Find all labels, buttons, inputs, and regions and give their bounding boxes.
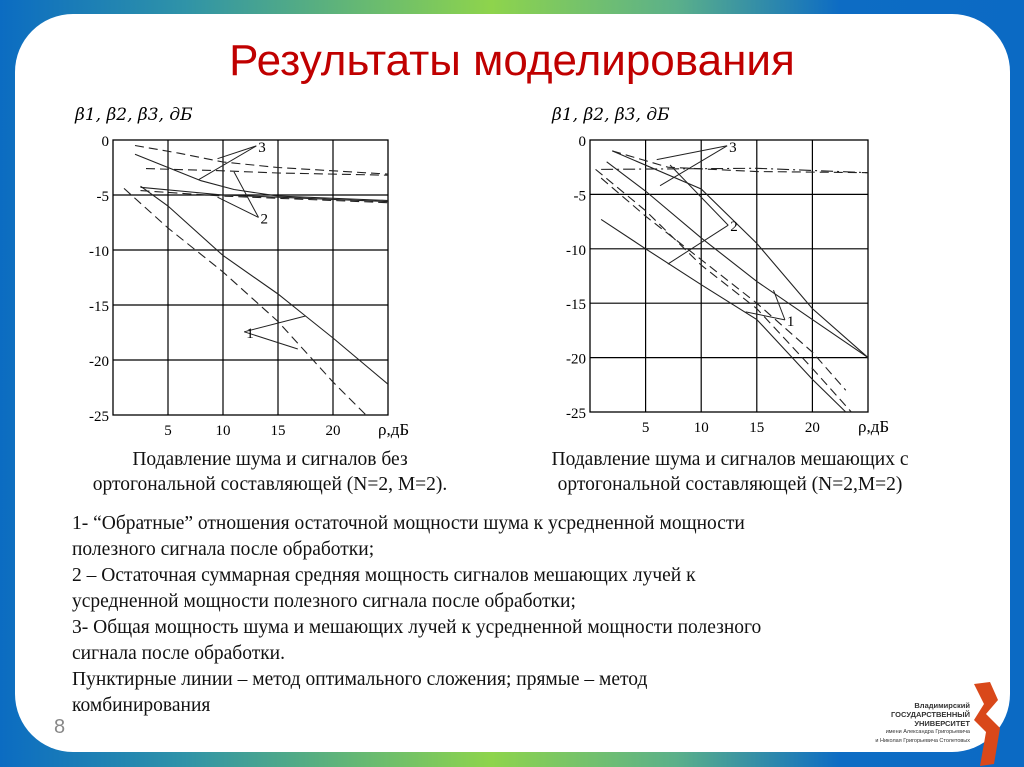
logo-subline: имени Александра Григорьевича [885, 729, 970, 735]
y-axis-label: β1, β2, β3, дБ [552, 105, 670, 125]
annotation-label: 1 [786, 313, 795, 330]
legend-text [72, 511, 992, 719]
x-tick-label: 15 [270, 423, 286, 439]
annotation-pointer [199, 146, 256, 180]
series-line-1 [124, 188, 366, 415]
logo-subline: и Николая Григорьевича Столетовых [875, 738, 970, 744]
x-tick-label: 10 [215, 423, 231, 439]
annotation-label: 2 [260, 211, 268, 228]
page-number: 8 [54, 716, 66, 738]
annotation-pointer [668, 225, 728, 264]
annotation-pointer [773, 290, 784, 320]
x-tick-label: 10 [693, 420, 709, 436]
caption-right [490, 447, 970, 497]
x-tick-label: 15 [749, 420, 765, 436]
y-tick-label: -5 [573, 188, 586, 205]
x-tick-label: 5 [164, 423, 172, 439]
legend-line: полезного сигнала после обработки; [72, 539, 375, 560]
y-tick-label: -25 [566, 406, 586, 422]
y-tick-label: -15 [566, 297, 586, 314]
x-axis-label: ρ,дБ [378, 420, 410, 439]
series-line-3 [612, 151, 868, 358]
university-logo-mark-icon [968, 680, 1008, 767]
annotation-label: 2 [730, 219, 738, 236]
logo-line: Владимирский [914, 701, 970, 710]
legend-line: Пунктирные линии – метод оптимального сложения; прямые – метод [72, 669, 648, 690]
y-tick-label: -25 [89, 409, 109, 425]
slide-title: Результаты моделирования [229, 36, 795, 85]
caption-right-line: ортогональной составляющей (N=2,M=2) [557, 474, 903, 495]
y-axis-label: β1, β2, β3, дБ [75, 105, 193, 125]
annotation-label: 1 [246, 325, 254, 342]
legend-line: 3- Общая мощность шума и мешающих лучей к усредненной мощности полезного [72, 617, 762, 638]
y-tick-label: -5 [96, 189, 109, 205]
series-line-2 [601, 178, 846, 390]
legend-line: сигнала после обработки. [72, 643, 285, 664]
caption-right-line: Подавление шума и сигналов мешающих с [551, 449, 909, 470]
y-tick-label: -20 [89, 354, 109, 370]
y-tick-label: 0 [101, 134, 109, 150]
y-tick-label: -10 [566, 242, 586, 259]
caption-left [40, 447, 500, 497]
x-tick-label: 5 [641, 420, 650, 436]
y-tick-label: -20 [566, 351, 586, 368]
legend-line: усредненной мощности полезного сигнала после обработки; [72, 591, 576, 612]
series-line-3 [135, 154, 388, 200]
annotation-pointer [657, 146, 727, 160]
y-tick-label: 0 [578, 134, 586, 150]
caption-left-line: ортогональной составляющей (N=2, M=2). [92, 474, 448, 495]
legend-line: 2 – Остаточная суммарная средняя мощность сигналов мешающих лучей к [72, 565, 696, 586]
annotation-label: 3 [258, 139, 266, 156]
x-tick-label: 20 [804, 420, 820, 436]
x-axis-label: ρ,дБ [858, 417, 890, 436]
logo-line: ГОСУДАРСТВЕННЫЙ [891, 710, 970, 719]
y-tick-label: -10 [89, 244, 109, 260]
legend-line: комбинирования [72, 695, 211, 716]
annotation-pointer [218, 197, 259, 217]
plot-frame [113, 140, 388, 415]
y-tick-label: -15 [89, 299, 109, 315]
annotation-pointer [670, 165, 728, 225]
university-logo-text [842, 701, 970, 746]
caption-left-line: Подавление шума и сигналов без [132, 449, 408, 470]
x-tick-label: 20 [325, 423, 341, 439]
annotation-label: 3 [729, 139, 737, 156]
legend-line: 1- “Обратные” отношения остаточной мощности шума к усредненной мощности [72, 513, 745, 534]
logo-line: УНИВЕРСИТЕТ [914, 719, 970, 728]
